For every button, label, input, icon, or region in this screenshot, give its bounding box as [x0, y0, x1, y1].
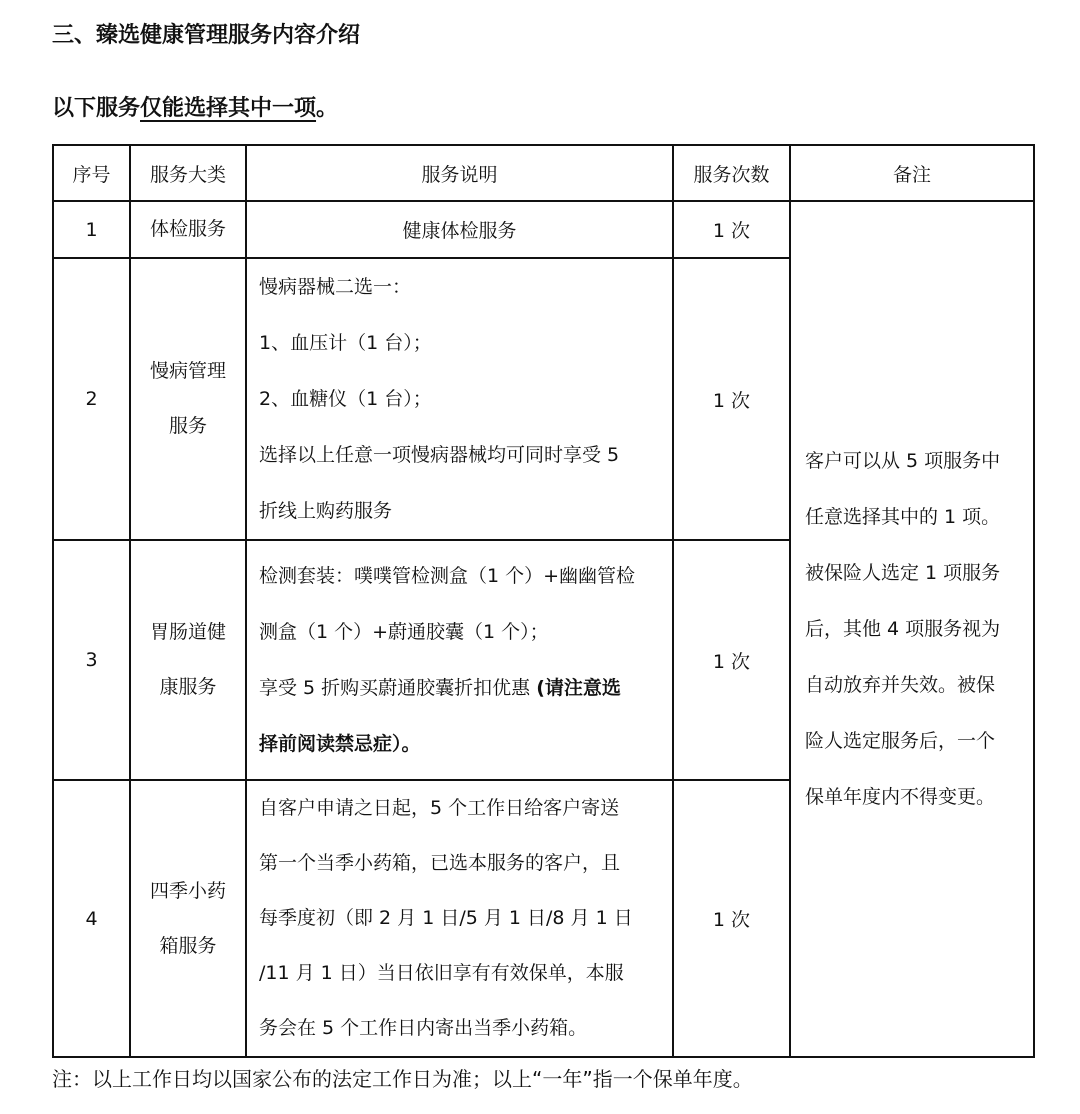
row-description [246, 540, 673, 780]
header-remark: 备注 [790, 145, 1034, 201]
selection-notice-suffix: 。 [316, 96, 339, 121]
category-line: 慢病管理 [149, 360, 226, 382]
row-description: 健康体检服务 [246, 201, 673, 258]
table-header-row [53, 145, 1034, 201]
row-category: 体检服务 [130, 201, 246, 258]
selection-notice-prefix: 以下服务 [52, 96, 141, 121]
description-line: 每季度初（即 2 月 1 日/5 月 1 日/8 月 1 日 [259, 907, 633, 929]
remark-line: 险人选定服务后，一个 [805, 730, 996, 752]
section-heading: 三、臻选健康管理服务内容介绍 [52, 23, 361, 48]
remark-cell [790, 201, 1034, 1057]
row-index: 2 [53, 258, 130, 540]
description-plain-text: 享受 5 折购买蔚通胶囊折扣优惠 [259, 677, 537, 699]
description-line: 慢病器械二选一： [259, 276, 412, 298]
row-category [130, 780, 246, 1057]
row-description [246, 780, 673, 1057]
remark-line: 任意选择其中的 1 项。 [805, 506, 1001, 528]
row-index: 4 [53, 780, 130, 1057]
description-line [259, 660, 660, 716]
row-count: 1 次 [673, 258, 790, 540]
header-index: 序号 [53, 145, 130, 201]
remark-line: 后，其他 4 项服务视为 [805, 618, 1001, 640]
description-line: 选择以上任意一项慢病器械均可同时享受 5 [259, 444, 620, 466]
row-count: 1 次 [673, 780, 790, 1057]
footnote: 注：以上工作日均以国家公布的法定工作日为准；以上“一年”指一个保单年度。 [52, 1067, 753, 1091]
description-line: 第一个当季小药箱，已选本服务的客户，且 [259, 852, 621, 874]
description-line: 务会在 5 个工作日内寄出当季小药箱。 [259, 1017, 588, 1039]
service-table [52, 144, 1035, 1058]
category-line: 服务 [168, 415, 207, 437]
remark-line: 保单年度内不得变更。 [805, 786, 996, 808]
header-count: 服务次数 [673, 145, 790, 201]
row-count: 1 次 [673, 540, 790, 780]
selection-notice-emphasis: 仅能选择其中一项 [140, 96, 317, 121]
category-line: 箱服务 [159, 934, 217, 957]
description-line: 测盒（1 个）+蔚通胶囊（1 个）； [259, 621, 549, 643]
header-category: 服务大类 [130, 145, 246, 201]
contraindication-warning: (请注意选 [536, 677, 621, 699]
header-description: 服务说明 [246, 145, 673, 201]
category-line: 四季小药 [149, 879, 226, 902]
description-line: 自客户申请之日起，5 个工作日给客户寄送 [259, 797, 620, 819]
row-description [246, 258, 673, 540]
category-line: 康服务 [159, 676, 217, 698]
remark-line: 被保险人选定 1 项服务 [805, 562, 1001, 584]
description-line: 2、血糖仪（1 台）； [259, 388, 432, 410]
row-count: 1 次 [673, 201, 790, 258]
row-category [130, 540, 246, 780]
selection-notice [52, 92, 338, 126]
row-index: 3 [53, 540, 130, 780]
description-line: /11 月 1 日）当日依旧享有有效保单，本服 [259, 962, 624, 984]
description-line: 检测套装：噗噗管检测盒（1 个）+幽幽管检 [259, 565, 636, 587]
remark-line: 客户可以从 5 项服务中 [805, 450, 1001, 472]
description-line: 1、血压计（1 台）； [259, 332, 432, 354]
table-row [53, 201, 1034, 258]
contraindication-warning: 择前阅读禁忌症）。 [259, 733, 421, 755]
category-line: 胃肠道健 [149, 621, 226, 643]
remark-line: 自动放弃并失效。被保 [805, 674, 996, 696]
row-category [130, 258, 246, 540]
row-index: 1 [53, 201, 130, 258]
description-line: 折线上购药服务 [259, 500, 393, 522]
